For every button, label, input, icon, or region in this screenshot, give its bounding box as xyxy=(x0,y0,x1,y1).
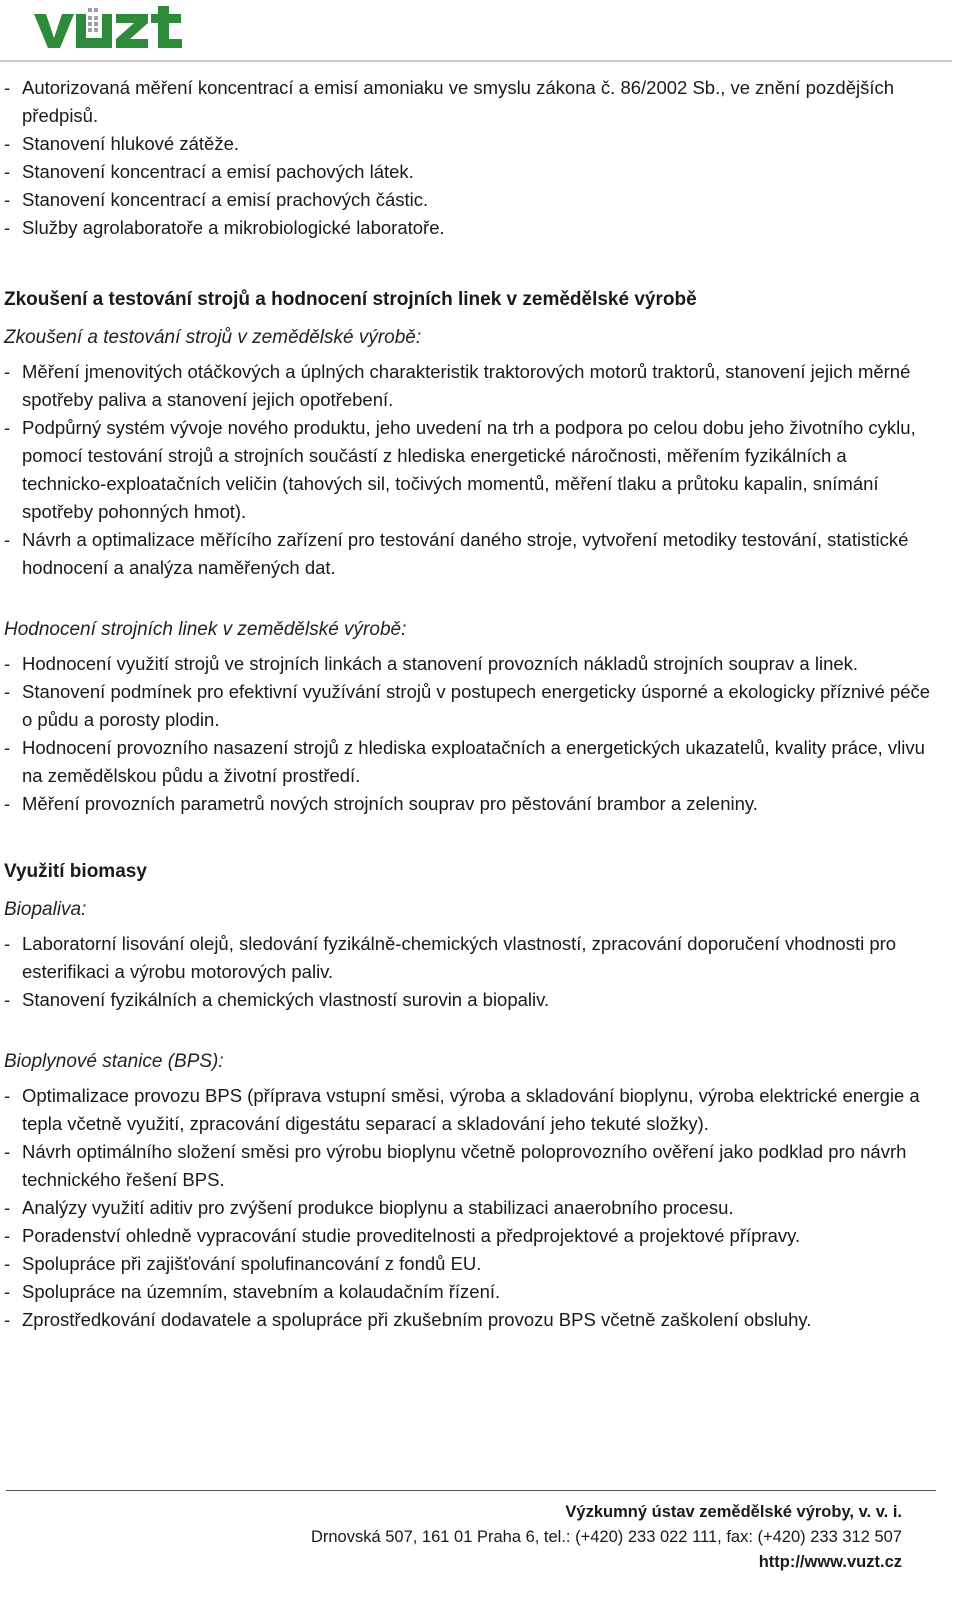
list-item: - Stanovení koncentrací a emisí pachových látek. xyxy=(4,158,934,186)
list-item: - Optimalizace provozu BPS (příprava vstupní směsi, výroba a skladování bioplynu, výroba elektrické energie a tepla včetně využití, zpracování digestátu separací a skladování jeho tekuté složky). xyxy=(4,1082,934,1138)
biogas-list xyxy=(4,1082,934,1334)
list-item: - Autorizovaná měření koncentrací a emisí amoniaku ve smyslu zákona č. 86/2002 Sb., ve znění pozdějších předpisů. xyxy=(4,74,934,130)
list-item: - Stanovení fyzikálních a chemických vlastností surovin a biopaliv. xyxy=(4,986,934,1014)
list-item: - Spolupráce na územním, stavebním a kolaudačním řízení. xyxy=(4,1278,934,1306)
section-heading-biomass: Využití biomasy xyxy=(4,861,147,882)
vuzt-logo xyxy=(32,4,184,50)
list-item: - Laboratorní lisování olejů, sledování fyzikálně-chemických vlastností, zpracování doporučení vhodnosti pro esterifikaci a výrobu motorových paliv. xyxy=(4,930,934,986)
subheading-machine-testing: Zkoušení a testování strojů v zemědělské výrobě: xyxy=(4,327,422,348)
list-item: - Stanovení hlukové zátěže. xyxy=(4,130,934,158)
list-item: - Služby agrolaboratoře a mikrobiologické laboratoře. xyxy=(4,214,934,242)
list-item: - Hodnocení využití strojů ve strojních linkách a stanovení provozních nákladů strojních souprav a linek. xyxy=(4,650,934,678)
line-evaluation-list xyxy=(4,650,934,818)
subheading-biogas: Bioplynové stanice (BPS): xyxy=(4,1051,224,1072)
footer-organization: Výzkumný ústav zemědělské výroby, v. v. i. xyxy=(565,1503,902,1521)
page-content xyxy=(4,74,934,1334)
list-item: - Návrh a optimalizace měřícího zařízení pro testování daného stroje, vytvoření metodiky testování, statistické hodnocení a analýza naměřených dat. xyxy=(4,526,934,582)
list-item: - Stanovení koncentrací a emisí prachových částic. xyxy=(4,186,934,214)
list-item: - Hodnocení provozního nasazení strojů z hlediska exploatačních a energetických ukazatelů, kvality práce, vlivu na zemědělskou půdu a životní prostředí. xyxy=(4,734,934,790)
header-divider xyxy=(0,60,952,62)
subheading-line-evaluation: Hodnocení strojních linek v zemědělské výrobě: xyxy=(4,619,407,640)
page-footer xyxy=(0,1490,960,1603)
footer-website-link[interactable]: http://www.vuzt.cz xyxy=(758,1553,902,1571)
list-item: - Měření provozních parametrů nových strojních souprav pro pěstování brambor a zeleniny. xyxy=(4,790,934,818)
footer-address: Drnovská 507, 161 01 Praha 6, tel.: (+420) 233 022 111, fax: (+420) 233 312 507 xyxy=(310,1528,902,1546)
machine-testing-list xyxy=(4,358,934,582)
section-heading-machines: Zkoušení a testování strojů a hodnocení strojních linek v zemědělské výrobě xyxy=(4,289,697,310)
intro-list xyxy=(4,74,934,242)
list-item: - Poradenství ohledně vypracování studie proveditelnosti a předprojektové a projektové přípravy. xyxy=(4,1222,934,1250)
list-item: - Návrh optimálního složení směsi pro výrobu bioplynu včetně poloprovozního ověření jako podklad pro návrh technického řešení BPS. xyxy=(4,1138,934,1194)
list-item: - Stanovení podmínek pro efektivní využívání strojů v postupech energeticky úsporné a ekologicky příznivé péče o půdu a porosty plodin. xyxy=(4,678,934,734)
list-item: - Zprostředkování dodavatele a spolupráce při zkušebním provozu BPS včetně zaškolení obsluhy. xyxy=(4,1306,934,1334)
list-item: - Spolupráce při zajišťování spolufinancování z fondů EU. xyxy=(4,1250,934,1278)
page-header xyxy=(0,0,960,62)
list-item: - Měření jmenovitých otáčkových a úplných charakteristik traktorových motorů traktorů, stanovení jejich měrné spotřeby paliva a stanovení jejich opotřebení. xyxy=(4,358,934,414)
footer-contact xyxy=(311,1500,902,1575)
footer-divider xyxy=(6,1490,936,1491)
subheading-biofuels: Biopaliva: xyxy=(4,899,87,920)
list-item: - Podpůrný systém vývoje nového produktu, jeho uvedení na trh a podpora po celou dobu jeho životního cyklu, pomocí testování strojů a strojních součástí z hlediska energetické náročnosti, měřením fyzikálních a technicko-exploatačních veličin (tahových sil, točivých momentů, měření tlaku a průtoku kapalin, snímání spotřeby pohonných hmot). xyxy=(4,414,934,526)
list-item: - Analýzy využití aditiv pro zvýšení produkce bioplynu a stabilizaci anaerobního procesu. xyxy=(4,1194,934,1222)
biofuels-list xyxy=(4,930,934,1014)
